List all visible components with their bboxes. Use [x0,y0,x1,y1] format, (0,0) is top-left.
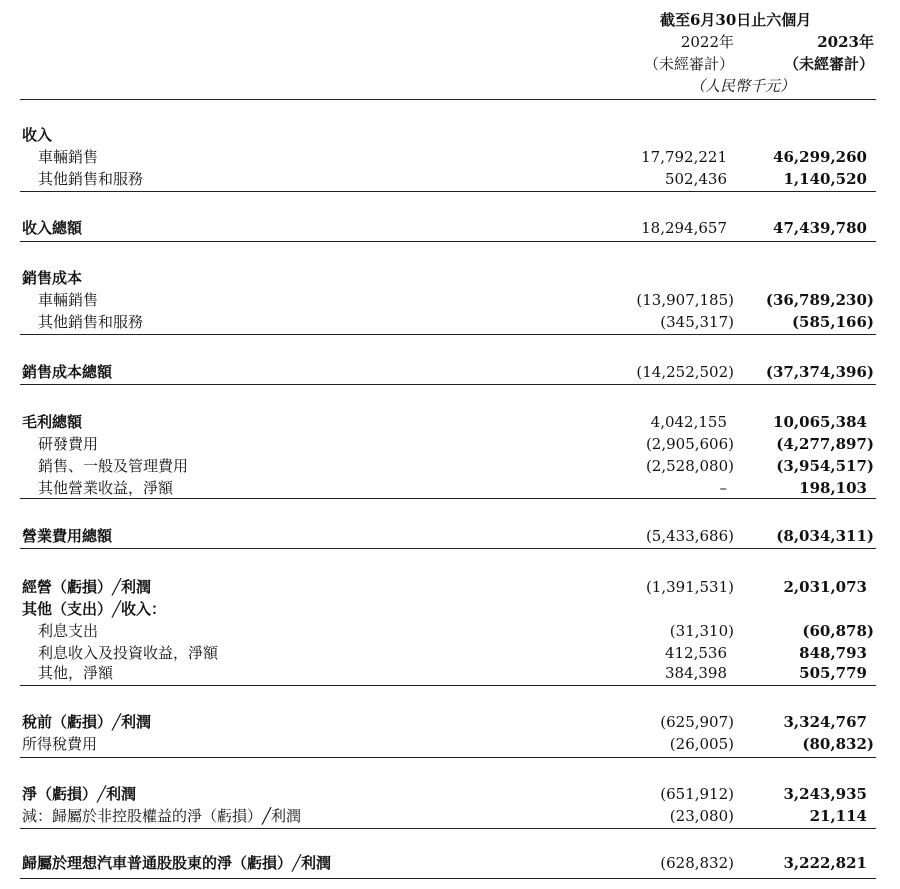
divider-rule [20,384,876,385]
table-row [0,805,900,827]
value-2023: (585,166) [791,313,874,331]
row-label: 減：歸屬於非控股權益的淨（虧損）╱利潤 [22,807,302,825]
table-row [0,576,900,598]
value-2023: 46,299,260 [773,148,867,166]
value-2022: 412,536 [664,644,727,662]
table-row [0,852,900,874]
table-row [0,642,900,664]
table-row [0,267,900,289]
table-row [0,525,900,547]
table-row [0,217,900,239]
row-label: 利息收入及投資收益，淨額 [38,644,219,662]
row-label: 研發費用 [38,435,99,453]
value-2022: (2,905,606) [645,435,734,453]
table-row [0,311,900,333]
divider-rule [20,241,876,242]
row-label: 車輛銷售 [38,148,99,166]
table-row [0,361,900,383]
value-2022: 18,294,657 [641,219,727,237]
value-2022: (26,005) [669,735,734,753]
table-row [0,433,900,455]
row-label: 其他營業收益，淨額 [38,479,174,497]
value-2022: 4,042,155 [650,413,727,431]
divider-rule [20,548,876,549]
value-2022: (13,907,185) [636,291,734,309]
divider-rule [20,334,876,335]
divider-rule [20,828,876,829]
value-2022: 384,398 [664,664,727,682]
value-2023: (3,954,517) [776,457,874,475]
unaudited-2023-label: （未經審計） [783,55,874,73]
year-2022-header: 2022年 [680,33,734,51]
row-label: 其他銷售和服務 [38,170,144,188]
value-2022: (345,317) [660,313,734,331]
value-2023: (60,878) [802,622,874,640]
value-2022: (2,528,080) [645,457,734,475]
header-rule [20,99,876,100]
row-label: 歸屬於理想汽車普通股股東的淨（虧損）╱利潤 [22,854,332,872]
value-2023: 10,065,384 [773,413,867,431]
table-row [0,477,900,499]
value-2022: – [719,479,727,497]
table-row [0,455,900,477]
divider-rule [20,191,876,192]
value-2023: 198,103 [799,479,867,497]
table-row [0,733,900,755]
row-label: 所得稅費用 [22,735,98,753]
table-row [0,146,900,168]
table-row [0,711,900,733]
value-2023: (37,374,396) [765,363,874,381]
value-2023: (8,034,311) [776,527,874,545]
divider-rule [20,878,876,879]
table-row [0,620,900,642]
divider-rule [20,685,876,686]
period-header: 截至6月30日止六個月 [660,11,812,29]
value-2023: 3,243,935 [783,785,867,803]
row-label: 其他銷售和服務 [38,313,144,331]
row-label: 其他（支出）╱收入： [22,600,167,618]
value-2022: (5,433,686) [645,527,734,545]
row-label: 銷售、一般及管理費用 [38,457,189,475]
row-label: 銷售成本總額 [22,363,113,381]
value-2022: 502,436 [664,170,727,188]
value-2023: 21,114 [809,807,867,825]
row-label: 其他，淨額 [38,664,114,682]
value-2022: (14,252,502) [636,363,734,381]
table-row [0,124,900,146]
table-row [0,411,900,433]
value-2022: (651,912) [660,785,734,803]
row-label: 收入 [22,126,53,144]
value-2023: (4,277,897) [776,435,874,453]
value-2023: (80,832) [802,735,874,753]
row-label: 收入總額 [22,219,83,237]
value-2022: (23,080) [669,807,734,825]
value-2023: 3,222,821 [783,854,867,872]
value-2022: (628,832) [660,854,734,872]
row-label: 稅前（虧損）╱利潤 [22,713,152,731]
table-row [0,168,900,190]
value-2023: 47,439,780 [773,219,867,237]
row-label: 銷售成本 [22,269,83,287]
divider-rule [20,757,876,758]
value-2022: (625,907) [660,713,734,731]
value-2023: 2,031,073 [783,578,867,596]
row-label: 利息支出 [38,622,99,640]
year-2023-header: 2023年 [817,33,874,51]
table-row [0,598,900,620]
row-label: 毛利總額 [22,413,83,431]
row-label: 淨（虧損）╱利潤 [22,785,137,803]
value-2023: 3,324,767 [783,713,867,731]
value-2023: 1,140,520 [783,170,867,188]
row-label: 營業費用總額 [22,527,113,545]
unaudited-2022-label: （未經審計） [643,55,734,73]
row-label: 車輛銷售 [38,291,99,309]
value-2023: (36,789,230) [765,291,874,309]
value-2022: (1,391,531) [645,578,734,596]
table-row [0,289,900,311]
currency-unit-label: （人民幣千元） [690,77,796,95]
value-2023: 505,779 [799,664,867,682]
value-2022: (31,310) [669,622,734,640]
row-label: 經營（虧損）╱利潤 [22,578,152,596]
table-row [0,783,900,805]
value-2022: 17,792,221 [641,148,727,166]
value-2023: 848,793 [799,644,867,662]
table-row [0,662,900,684]
